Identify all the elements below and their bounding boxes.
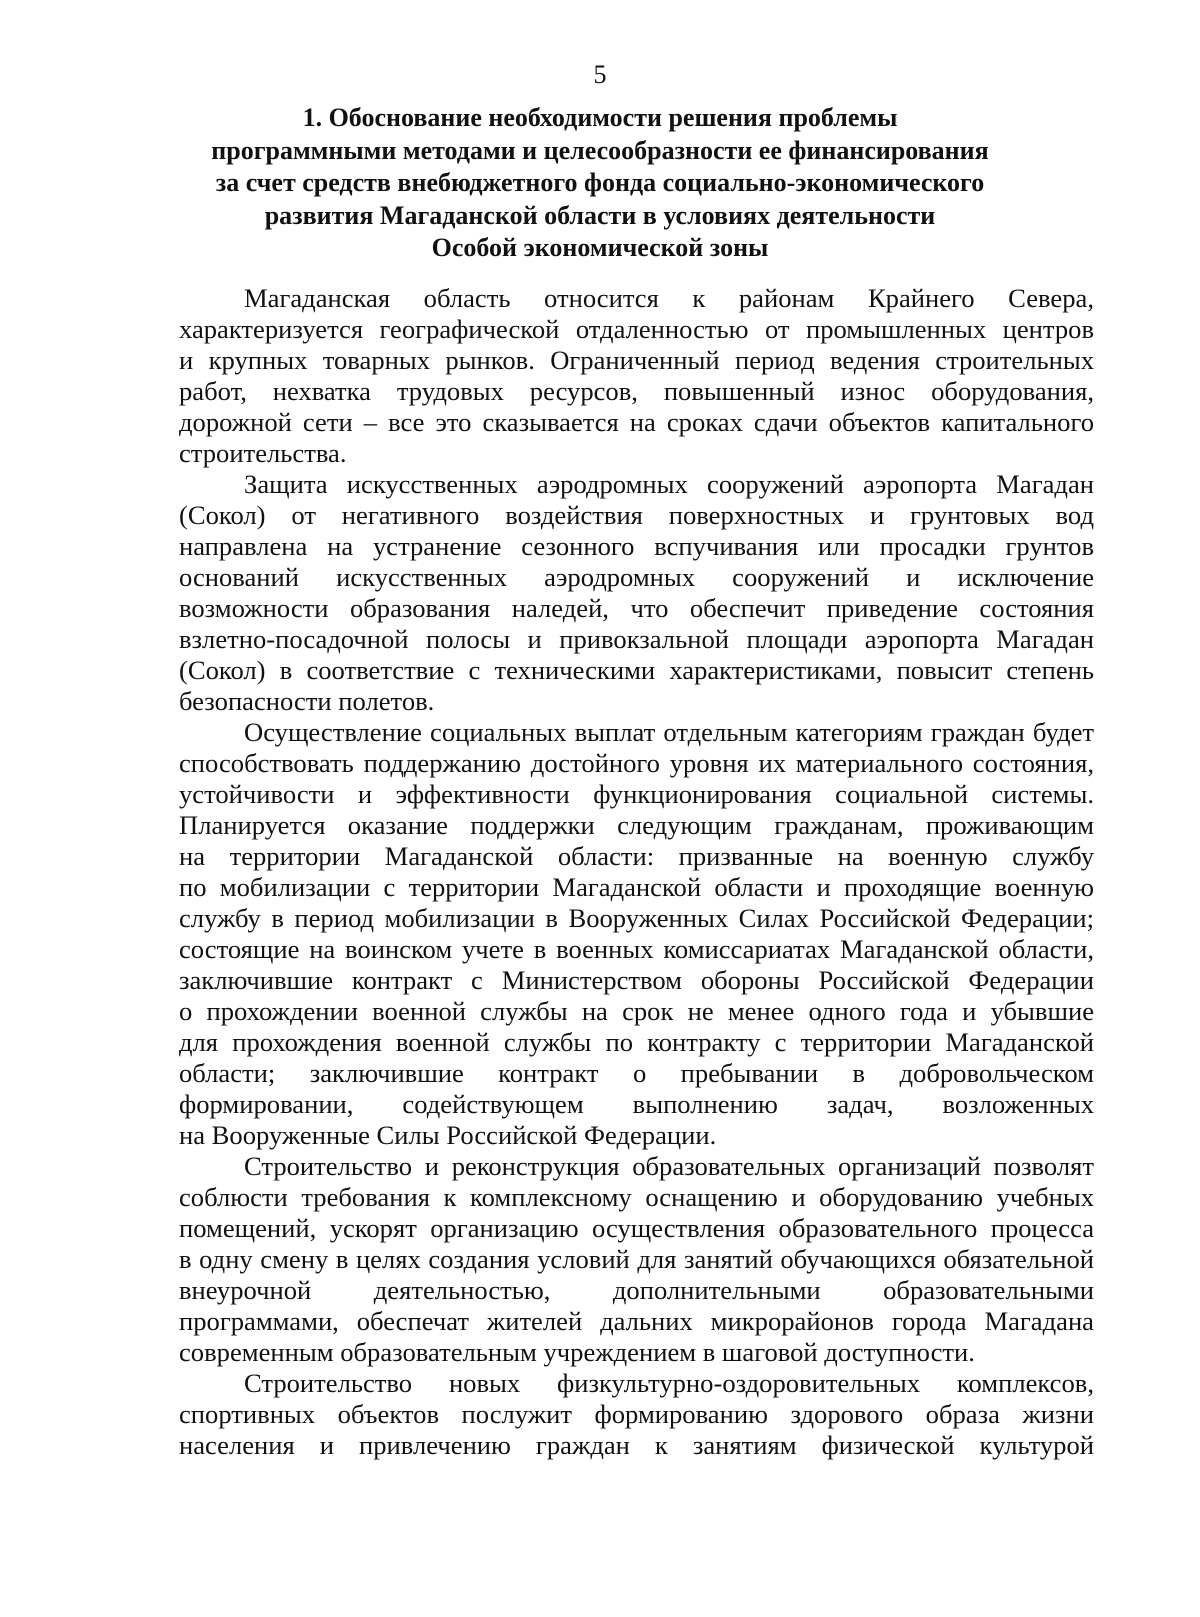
paragraph [179,717,1094,1151]
text-line: Защита искусственных аэродромных сооружений аэропорта Магадан [244,469,1094,499]
text-line: Планируется оказание поддержки следующим гражданам, проживающим [179,810,1094,840]
text-line: Осуществление социальных выплат отдельным категориям граждан будет [244,717,1094,747]
text-line: на Вооруженные Силы Российской Федерации. [179,1120,717,1150]
text-line: и крупных товарных рынков. Ограниченный период ведения строительных [179,345,1094,375]
text-line: Магаданская область относится к районам Крайнего Севера, [244,283,1094,313]
text-line: по мобилизации с территории Магаданской области и проходящие военную [179,872,1094,902]
text-line: способствовать поддержанию достойного уровня их материального состояния, [179,748,1094,778]
heading-line: 1. Обоснование необходимости решения проблемы [302,103,898,132]
text-line: направлена на устранение сезонного вспучивания или просадки грунтов [179,531,1094,561]
text-line: взлетно-посадочной полосы и привокзальной площади аэропорта Магадан [179,624,1094,654]
text-line: возможности образования наледей, что обеспечит приведение состояния [179,593,1094,623]
text-line: службу в период мобилизации в Вооруженных Силах Российской Федерации; [179,903,1094,933]
text-line: спортивных объектов послужит формированию здорового образа жизни [179,1399,1094,1429]
section-heading [170,102,1030,265]
body-text [179,283,1094,1461]
text-line: безопасности полетов. [179,686,435,716]
text-line: работ, нехватка трудовых ресурсов, повышенный износ оборудования, [179,376,1094,406]
text-line: формировании, содействующем выполнению задач, возложенных [179,1089,1094,1119]
text-line: помещений, ускорят организацию осуществления образовательного процесса [179,1213,1094,1243]
text-line: внеурочной деятельностью, дополнительными образовательными [179,1275,1094,1305]
page-number: 5 [593,60,607,89]
text-line: устойчивости и эффективности функционирования социальной системы. [179,779,1094,809]
text-line: оснований искусственных аэродромных сооружений и исключение [179,562,1094,592]
heading-line: развития Магаданской области в условиях деятельности [264,200,936,230]
text-line: о прохождении военной службы на срок не менее одного года и убывшие [179,996,1094,1026]
text-line: области; заключившие контракт о пребывании в добровольческом [179,1058,1094,1088]
text-line: характеризуется географической отдаленностью от промышленных центров [179,314,1094,344]
text-line: дорожной сети – все это сказывается на сроках сдачи объектов капитального [179,407,1094,437]
text-line: (Сокол) от негативного воздействия поверхностных и грунтовых вод [179,500,1094,530]
text-line: современным образовательным учреждением в шаговой доступности. [179,1337,975,1367]
paragraph [179,1368,1094,1461]
text-line: заключившие контракт с Министерством обороны Российской Федерации [179,965,1094,995]
text-line: строительства. [179,438,347,468]
paragraph [179,1151,1094,1368]
text-line: на территории Магаданской области: призванные на военную службу [179,841,1094,871]
text-line: Строительство новых физкультурно-оздоровительных комплексов, [244,1368,1094,1398]
text-line: программами, обеспечат жителей дальних микрорайонов города Магадана [179,1306,1094,1336]
text-line: в одну смену в целях создания условий для занятий обучающихся обязательной [179,1244,1094,1274]
text-line: для прохождения военной службы по контракту с территории Магаданской [179,1027,1094,1057]
heading-line: Особой экономической зоны [431,233,769,262]
text-line: состоящие на воинском учете в военных комиссариатах Магаданской области, [179,934,1094,964]
heading-line: программными методами и целесообразности ее финансирования [211,135,989,165]
text-line: (Сокол) в соответствие с техническими характеристиками, повысит степень [179,655,1094,685]
text-line: соблюсти требования к комплексному оснащению и оборудованию учебных [179,1182,1094,1212]
paragraph [179,283,1094,469]
text-line: Строительство и реконструкция образовательных организаций позволят [244,1151,1094,1181]
text-line: населения и привлечению граждан к занятиям физической культурой [179,1430,1094,1460]
paragraph [179,469,1094,717]
heading-line: за счет средств внебюджетного фонда социально-экономического [215,168,985,197]
